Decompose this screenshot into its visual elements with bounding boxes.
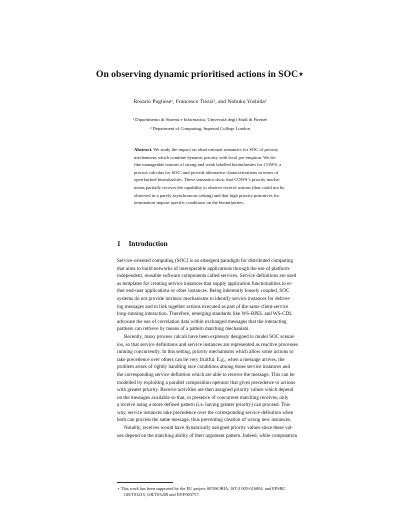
footnote-rule	[117, 482, 173, 483]
body-line: as templates for creating service instances that supply application functionalities to ei-	[117, 280, 293, 287]
body-line: problem arises of rightly handling race conditions among those service instances and	[117, 364, 290, 371]
footnote-line: ⋆ This work has been supported by the EU project SENSORIA, IST-2 005-016004, and EPSRC	[117, 486, 286, 491]
footnote-line: GR/T03215, GR/T03208 and EP/F003757.	[124, 492, 200, 498]
body-line: way, service instances take precedence over the corresponding service definition when	[117, 409, 294, 416]
body-line: Recently, many process calculi have been expressly designed to model SOC scenar-	[124, 333, 296, 340]
affiliation-1: ¹ Dipartimento di Sistemi e Informatica, Università degli Studi di Firenze	[132, 117, 268, 122]
body-line: both can process the same message, thus preventing creation of wrong new instances.	[117, 417, 292, 424]
affiliation-2: ² Department of Computing, Imperial College London	[150, 126, 250, 131]
abstract-line: open barbed bisimilarities. These semantics show that COWS’s priority mecha-	[134, 177, 281, 183]
abstract-line: termination impose specific conditions on the bisimilarities.	[134, 200, 245, 206]
paper-authors: Rosario Pugliese¹, Francesco Tiezzi¹, and Nobuko Yoshida²	[133, 99, 267, 105]
body-text	[117, 258, 297, 440]
body-line: independent, reusable software components called services. Service definitions are used	[117, 273, 297, 280]
body-line: ios, so that service definitions and service instances are represented as reactive processes	[117, 341, 298, 348]
body-line: ther end-user applications or other instances. Being inherently loosely coupled, SOC	[117, 288, 290, 295]
abstract	[134, 146, 298, 207]
body-line: long-running interaction. Therefore, emerging standards like WS-BPEL and WS-CDL	[117, 311, 293, 318]
abstract-line: nisms partially recover the capability to observe receive actions (that could not be	[134, 184, 285, 190]
body-line: systems do not provide intrinsic mechanisms to identify service instances for deliver-	[117, 295, 291, 302]
body-line: with greater priority. Receive activities are then assigned priority values which depend	[117, 387, 294, 394]
abstract-line: fine manageable notions of strong and weak labelled bisimilarities for COWS, a	[134, 162, 282, 168]
body-line: ing messages and to link together actions executed as part of the same client-service	[117, 303, 289, 310]
section-heading	[117, 240, 176, 249]
abstract-line: process calculus for SOC, and provide alternative characterisations in terms of	[134, 169, 279, 175]
body-line: Notably, receives would have dynamically assigned priority values since these val-	[124, 425, 293, 432]
abstract-line: mechanisms which combine dynamic priority with local pre-emption. We de-	[134, 154, 277, 160]
paper-title: On observing dynamic prioritised actions in SOC⋆	[95, 69, 305, 80]
body-line: the corresponding service definition which are able to receive the message. This can be	[117, 371, 295, 378]
abstract-line: observed in a purely asynchronous setting) and that high priority primitives for	[134, 192, 280, 198]
body-line: modelled by exploiting a parallel composition operator that gives precedence to actions	[117, 379, 296, 386]
body-line: Service-oriented computing (SOC) is an emergent paradigm for distributed computing	[117, 258, 294, 264]
abstract-line: We study the impact on observational semantics for SOC of priority	[153, 147, 279, 152]
body-line: that aims to build networks of interoperable applications through the use of platform-	[117, 265, 291, 272]
body-line: advocate the use of correlation data within exchanged messages that the interacting	[117, 318, 287, 325]
body-line: ues depend on the matching ability of their argument pattern. Indeed, while computation	[117, 432, 298, 439]
affiliations	[0, 115, 400, 133]
body-line: on the messages available so that, in presence of concurrent matching receives, only	[117, 394, 289, 401]
section-title: Introduction	[128, 240, 168, 248]
abstract-label: Abstract.	[134, 147, 153, 152]
body-line: a receive using a more defined pattern (i.e. having greater priority) can proceed. This	[117, 402, 291, 409]
section-number: 1	[117, 240, 121, 248]
body-line: partners can retrieve by means of a pattern matching mechanism.	[117, 326, 250, 333]
footnote	[117, 486, 297, 498]
body-line: running concurrently. In this setting, priority mechanisms which allow some actions to	[117, 349, 294, 356]
body-line: take precedence over others can be very fruitful. E.g., when a message arrives, the	[117, 356, 285, 363]
